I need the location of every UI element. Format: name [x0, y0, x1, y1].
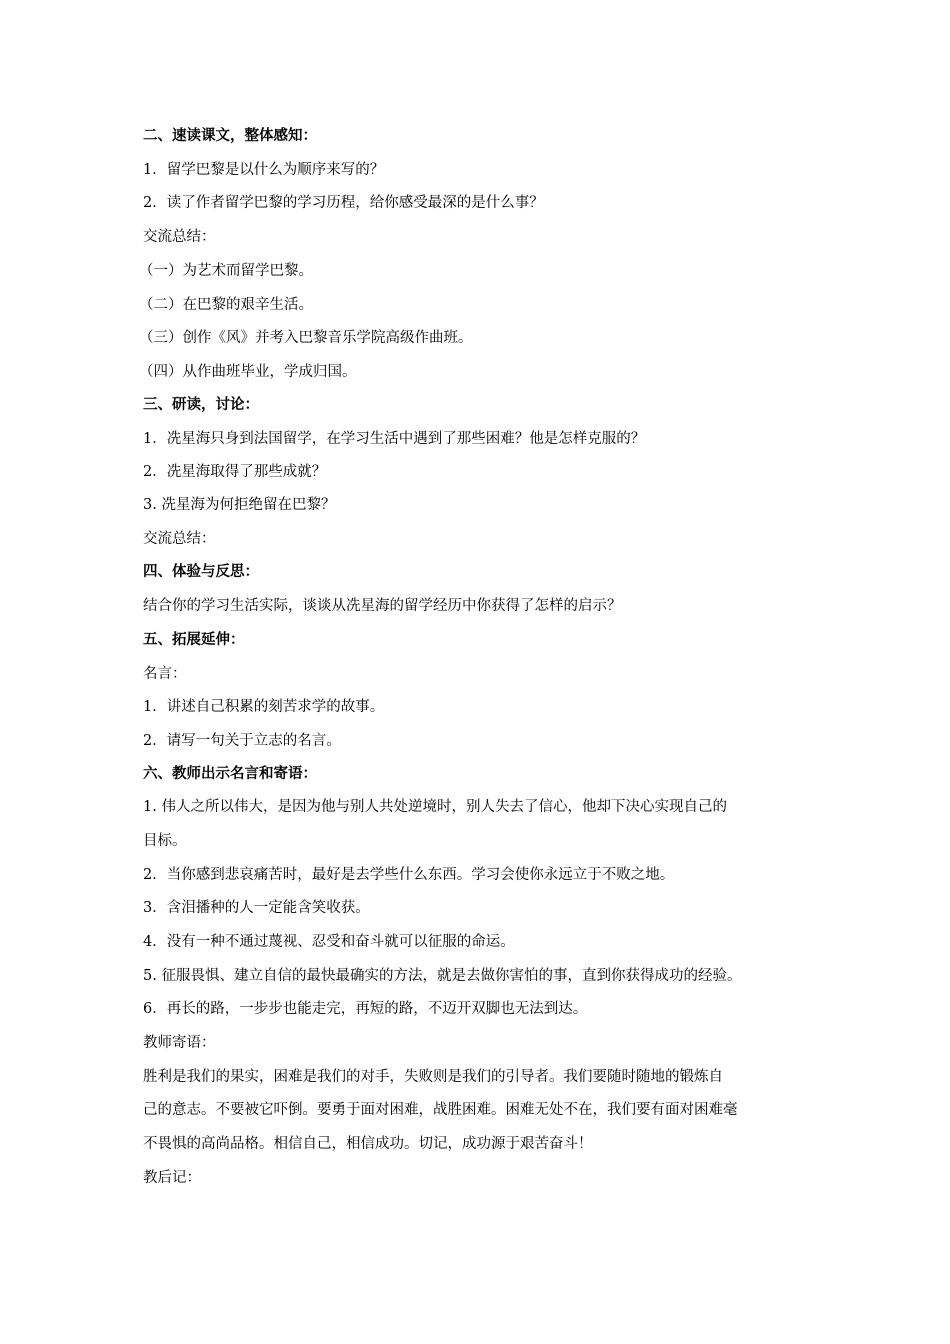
section3-question-2: 2．冼星海取得了那些成就？: [143, 464, 327, 480]
section2-heading: 二、速读课文，整体感知：: [143, 127, 317, 144]
section3-question-1: 1．冼星海只身到法国留学，在学习生活中遇到了那些困难？他是怎样克服的？: [143, 431, 646, 447]
section5-item-2: 2．请写一句关于立志的名言。: [143, 733, 341, 749]
section2-summary-label: 交流总结：: [143, 229, 216, 245]
quote-1-line-1: 1. 伟人之所以伟大，是因为他与别人共处逆境时，别人失去了信心，他却下决心实现自己的: [143, 799, 727, 815]
quote-3: 3．含泪播种的人一定能含笑收获。: [143, 900, 370, 916]
quote-5: 5. 征服畏惧、建立自信的最快最确实的方法，就是去做你害怕的事，直到你获得成功的经验。: [143, 968, 742, 984]
section2-point-2: （二）在巴黎的艰辛生活。: [139, 297, 313, 313]
section5-heading: 五、拓展延伸：: [143, 631, 245, 648]
section2-question-2: 2．读了作者留学巴黎的学习历程，给你感受最深的是什么事？: [143, 195, 544, 211]
section2-point-3: （三）创作《风》并考入巴黎音乐学院高级作曲班。: [139, 330, 473, 346]
afterword-label: 教后记：: [143, 1170, 201, 1186]
section2-question-1: 1．留学巴黎是以什么为顺序来写的？: [143, 162, 385, 178]
teacher-message-line-1: 胜利是我们的果实，困难是我们的对手，失败则是我们的引导者。我们要随时随地的锻炼自: [143, 1069, 723, 1085]
teacher-message-line-2: 己的意志。不要被它吓倒。要勇于面对困难，战胜困难。困难无处不在，我们要有面对困难毫: [143, 1102, 738, 1118]
section3-summary-label: 交流总结：: [143, 531, 216, 547]
quote-2: 2．当你感到悲哀痛苦时，最好是去学些什么东西。学习会使你永远立于不败之地。: [143, 867, 675, 883]
section2-point-4: （四）从作曲班毕业，学成归国。: [139, 364, 357, 380]
section6-heading: 六、教师出示名言和寄语：: [143, 765, 317, 782]
quote-6: 6．再长的路，一步步也能走完，再短的路，不迈开双脚也无法到达。: [143, 1001, 588, 1017]
section5-label: 名言：: [143, 666, 187, 682]
section4-heading: 四、体验与反思：: [143, 563, 259, 580]
section5-item-1: 1．讲述自己积累的刻苦求学的故事。: [143, 699, 385, 715]
section2-point-1: （一）为艺术而留学巴黎。: [139, 263, 313, 279]
teacher-message-line-3: 不畏惧的高尚品格。相信自己，相信成功。切记，成功源于艰苦奋斗！: [143, 1136, 593, 1152]
quote-4: 4．没有一种不通过蔑视、忍受和奋斗就可以征服的命运。: [143, 934, 515, 950]
section4-text: 结合你的学习生活实际，谈谈从冼星海的留学经历中你获得了怎样的启示？: [143, 598, 622, 614]
section3-heading: 三、研读，讨论：: [143, 396, 259, 413]
document-page: [139, 0, 823, 1344]
section3-question-3: 3. 冼星海为何拒绝留在巴黎？: [143, 497, 336, 513]
quote-1-line-2: 目标。: [143, 833, 187, 849]
teacher-message-label: 教师寄语：: [143, 1035, 216, 1051]
